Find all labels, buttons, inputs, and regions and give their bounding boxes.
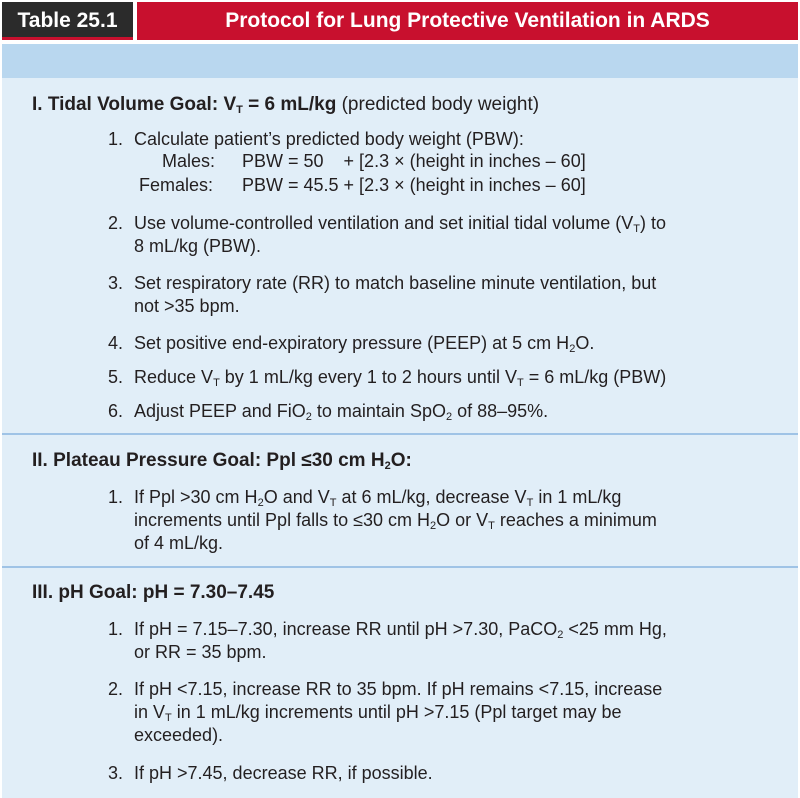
item-text-part: reaches a minimum <box>494 510 657 530</box>
item-text-part: increments until Ppl falls to ≤30 cm H <box>134 510 430 530</box>
item-number: 3. <box>108 763 124 783</box>
item-text: Calculate patient’s predicted body weight (PBW): <box>134 129 524 149</box>
item-number: 1. <box>108 129 124 149</box>
females-formula: PBW = 45.5 + [2.3 × (height in inches – 60] <box>242 175 586 195</box>
item-text-part: <25 mm Hg, <box>563 619 667 639</box>
item-number: 1. <box>108 487 124 507</box>
section-1-title <box>32 94 539 116</box>
item-text <box>134 332 594 355</box>
table-header <box>0 0 800 44</box>
item-text-sub: T <box>213 377 220 389</box>
item-text-part: by 1 mL/kg every 1 to 2 hours until V <box>219 367 517 387</box>
item-text-part: to maintain SpO <box>311 401 446 421</box>
item-text-part: Adjust PEEP and FiO <box>134 401 306 421</box>
item-text-part: = 6 mL/kg (PBW) <box>523 367 667 387</box>
table-title: Protocol for Lung Protective Ventilation in ARDS <box>137 2 798 40</box>
item-text-line2: or RR = 35 bpm. <box>134 642 267 662</box>
item-text-sub: 2 <box>305 411 312 423</box>
item-text-line2: 8 mL/kg (PBW). <box>134 236 262 256</box>
item-text-sub: T <box>633 223 640 235</box>
item-text: If pH >7.45, decrease RR, if possible. <box>134 763 433 783</box>
item-text-sub: 2 <box>445 411 453 423</box>
item-text-sub: 2 <box>569 343 576 355</box>
item-text <box>134 400 548 423</box>
item-text-part: in 1 mL/kg increments until pH >7.15 (Ppl target may be <box>171 702 622 722</box>
table-body <box>2 44 798 798</box>
item-text-part: O or V <box>436 510 489 530</box>
item-text-sub: 2 <box>557 629 564 641</box>
item-text-line1: Set respiratory rate (RR) to match baseline minute ventilation, but <box>134 273 657 293</box>
item-text-part: at 6 mL/kg, decrease V <box>336 487 527 507</box>
item-text <box>134 212 666 258</box>
item-text-line2: not >35 bpm. <box>134 296 240 316</box>
section-divider <box>2 566 798 568</box>
males-formula: PBW = 50 + [2.3 × (height in inches – 60] <box>242 151 586 171</box>
item-text-sub: T <box>165 712 172 724</box>
item-text-part: in V <box>134 702 166 722</box>
item-text-part: ) to <box>639 213 666 233</box>
section-divider <box>2 433 798 435</box>
item-text-sub: T <box>488 520 495 532</box>
item-text-line3: of 4 mL/kg. <box>134 533 224 553</box>
item-text <box>134 272 656 318</box>
item-text-part: in 1 mL/kg <box>533 487 622 507</box>
item-text-part: Reduce V <box>134 367 214 387</box>
item-number: 6. <box>108 401 124 421</box>
section-1-title-note: (predicted body weight) <box>341 94 540 115</box>
item-text-line1: If pH <7.15, increase RR to 35 bpm. If pH remains <7.15, increase <box>134 679 663 699</box>
item-text-sub: 2 <box>430 520 437 532</box>
section-3-title: III. pH Goal: pH = 7.30–7.45 <box>32 582 275 603</box>
table-label: Table 25.1 <box>2 2 133 40</box>
item-text-sub: T <box>516 377 524 389</box>
item-text-part: O and V <box>263 487 330 507</box>
item-text-part: O. <box>575 333 595 353</box>
item-text-part: If Ppl >30 cm H <box>134 487 258 507</box>
item-number: 4. <box>108 333 124 353</box>
section-2-title-prefix: II. Plateau Pressure Goal: Ppl ≤30 cm H <box>32 450 385 471</box>
section-1-title-prefix: I. Tidal Volume Goal: V <box>32 94 237 115</box>
item-text-sub: 2 <box>257 497 264 509</box>
item-number: 1. <box>108 619 124 639</box>
item-number: 2. <box>108 679 124 699</box>
males-label: Males: <box>162 151 216 171</box>
item-text-part: of 88–95%. <box>452 401 549 421</box>
item-number: 5. <box>108 367 124 387</box>
header-band <box>2 44 798 78</box>
item-number: 3. <box>108 273 124 293</box>
section-1-title-suffix: = 6 mL/kg <box>242 94 342 115</box>
item-text <box>134 366 666 389</box>
section-2-title <box>32 450 412 472</box>
item-number: 2. <box>108 213 124 233</box>
item-text-line3: exceeded). <box>134 725 224 745</box>
item-text-part: Set positive end-expiratory pressure (PEEP) at 5 cm H <box>134 333 570 353</box>
item-text <box>134 678 662 747</box>
item-text <box>134 486 657 555</box>
item-text-part: If pH = 7.15–7.30, increase RR until pH >7.30, PaCO <box>134 619 558 639</box>
item-text-sub: T <box>329 497 337 509</box>
item-text <box>134 618 667 664</box>
section-2-title-suffix: O: <box>390 450 412 471</box>
section-1-title-sub: T <box>236 104 243 116</box>
item-text-sub: T <box>526 497 534 509</box>
females-label: Females: <box>139 175 214 195</box>
item-text-part: Use volume-controlled ventilation and set initial tidal volume (V <box>134 213 634 233</box>
section-2-title-sub: 2 <box>384 460 391 472</box>
